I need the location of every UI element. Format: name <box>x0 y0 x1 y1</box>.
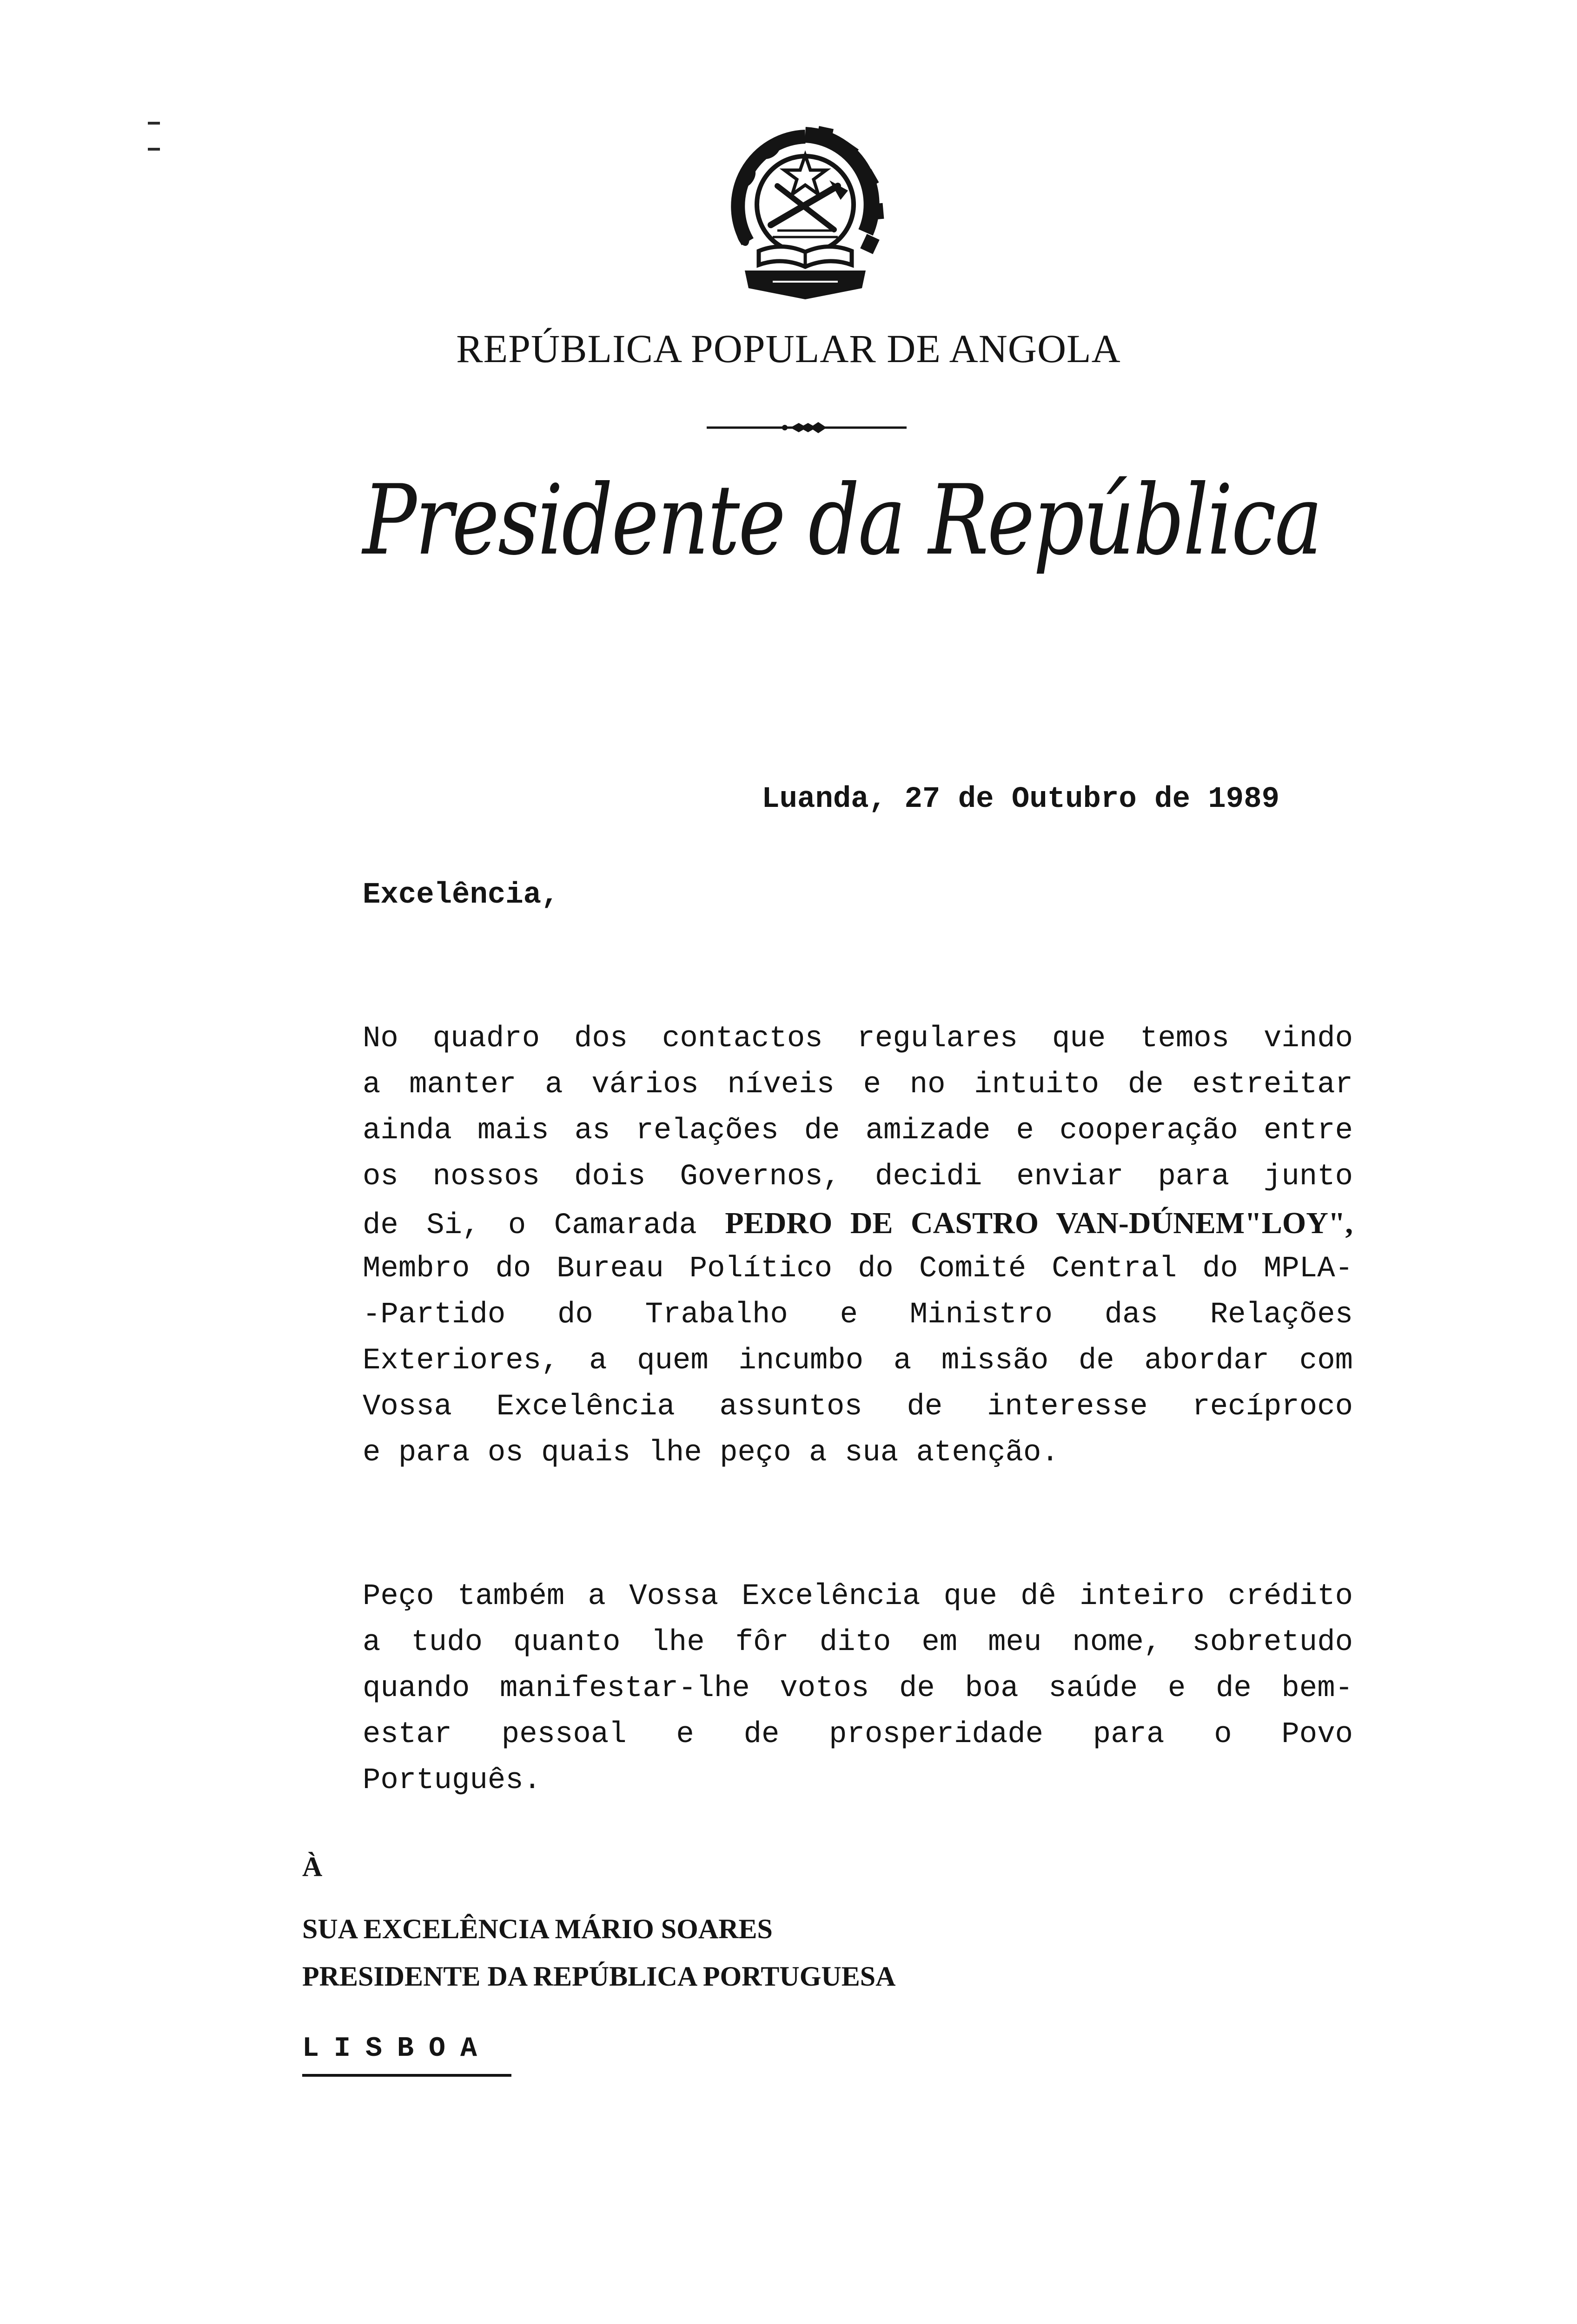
paragraph-line-with-name <box>363 1200 1353 1246</box>
recipient-prefix: À <box>302 1851 323 1882</box>
ornament-divider-icon <box>707 418 907 437</box>
recipient-city: LISBOA <box>302 2033 492 2065</box>
paragraph-line: ainda mais as relações de amizade e cooperação entre <box>363 1114 1353 1148</box>
margin-mark-top <box>148 122 160 125</box>
recipient-name: SUA EXCELÊNCIA MÁRIO SOARES <box>302 1914 773 1944</box>
paragraph-line: e para os quais lhe peço a sua atenção. <box>363 1436 1059 1470</box>
paragraph-line: Português. <box>363 1764 542 1797</box>
angola-emblem-icon <box>726 125 884 311</box>
paragraph-line: quando manifestar-lhe votos de boa saúde e de bem- <box>363 1672 1353 1705</box>
salutation: Excelência, <box>363 878 559 912</box>
paragraph-line: No quadro dos contactos regulares que temos vindo <box>363 1022 1353 1056</box>
recipient-title: PRESIDENTE DA REPÚBLICA PORTUGUESA <box>302 1961 896 1992</box>
paragraph-line: -Partido do Trabalho e Ministro das Relações <box>363 1298 1353 1332</box>
paragraph-line: a manter a vários níveis e no intuito de estreitar <box>363 1068 1353 1102</box>
office-title: Presidente da República <box>363 464 1321 577</box>
paragraph-line: estar pessoal e de prosperidade para o Povo <box>363 1718 1353 1751</box>
envoy-name: PEDRO DE CASTRO VAN-DÚNEM"LOY", <box>725 1206 1353 1240</box>
paragraph-2 <box>363 1574 1353 1804</box>
paragraph-line: a tudo quanto lhe fôr dito em meu nome, sobretudo <box>363 1626 1353 1659</box>
date-line: Luanda, 27 de Outubro de 1989 <box>762 783 1279 816</box>
paragraph-line: Vossa Excelência assuntos de interesse recíproco <box>363 1390 1353 1424</box>
paragraph-line: os nossos dois Governos, decidi enviar para junto <box>363 1160 1353 1194</box>
paragraph-line: Membro do Bureau Político do Comité Central do MPLA- <box>363 1252 1353 1286</box>
paragraph-line-prefix: de Si, o Camarada <box>363 1209 697 1242</box>
city-underline <box>302 2074 511 2077</box>
paragraph-line: Peço também a Vossa Excelência que dê inteiro crédito <box>363 1580 1353 1613</box>
margin-mark-bottom <box>148 148 160 151</box>
paragraph-1 <box>363 1016 1353 1476</box>
paragraph-line: Exteriores, a quem incumbo a missão de abordar com <box>363 1344 1353 1378</box>
country-name: REPÚBLICA POPULAR DE ANGOLA <box>456 326 1121 371</box>
